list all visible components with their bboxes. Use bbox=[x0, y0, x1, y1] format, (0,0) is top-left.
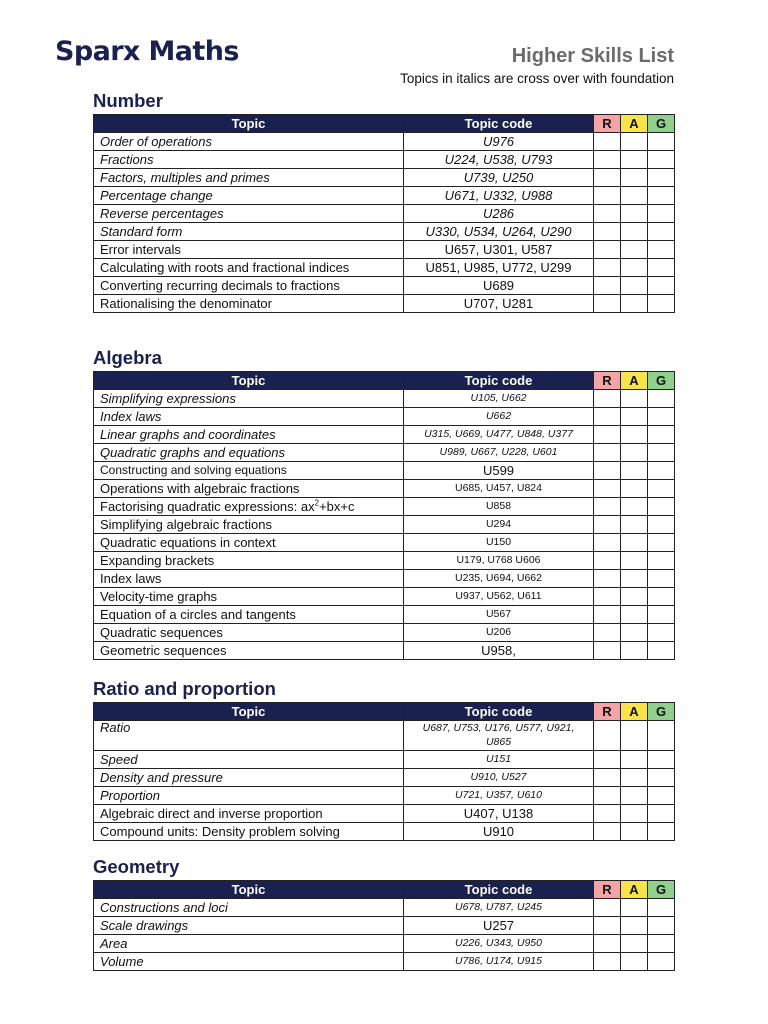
red-header: R bbox=[594, 881, 621, 899]
amber-checkbox-cell[interactable] bbox=[621, 899, 648, 917]
amber-checkbox-cell[interactable] bbox=[621, 721, 648, 751]
topic-code-cell: U858 bbox=[404, 498, 594, 516]
amber-checkbox-cell[interactable] bbox=[621, 408, 648, 426]
topic-code-cell: U958, bbox=[404, 642, 594, 660]
topic-code-cell: U707, U281 bbox=[404, 295, 594, 313]
topic-code-cell: U721, U357, U610 bbox=[404, 787, 594, 805]
topic-cell: Quadratic sequences bbox=[94, 624, 404, 642]
skills-table bbox=[93, 114, 675, 313]
amber-header: A bbox=[621, 115, 648, 133]
topic-cell: Calculating with roots and fractional indices bbox=[94, 259, 404, 277]
table-row bbox=[94, 169, 675, 187]
table-row bbox=[94, 769, 675, 787]
topic-code-cell: U286 bbox=[404, 205, 594, 223]
red-header: R bbox=[594, 115, 621, 133]
amber-checkbox-cell[interactable] bbox=[621, 751, 648, 769]
topic-code-cell: U657, U301, U587 bbox=[404, 241, 594, 259]
topic-cell: Ratio bbox=[94, 721, 404, 751]
topic-code-cell: U786, U174, U915 bbox=[404, 953, 594, 971]
section-title: Algebra bbox=[93, 347, 162, 368]
amber-checkbox-cell[interactable] bbox=[621, 205, 648, 223]
amber-checkbox-cell[interactable] bbox=[621, 259, 648, 277]
table-row bbox=[94, 823, 675, 841]
green-header: G bbox=[648, 881, 675, 899]
green-checkbox-cell[interactable] bbox=[648, 169, 675, 187]
topic-cell: Proportion bbox=[94, 787, 404, 805]
green-checkbox-cell[interactable] bbox=[648, 295, 675, 313]
green-checkbox-cell[interactable] bbox=[648, 408, 675, 426]
topic-cell: Area bbox=[94, 935, 404, 953]
green-checkbox-cell[interactable] bbox=[648, 133, 675, 151]
topic-code-header: Topic code bbox=[404, 115, 594, 133]
amber-checkbox-cell[interactable] bbox=[621, 223, 648, 241]
topic-cell: Geometric sequences bbox=[94, 642, 404, 660]
red-checkbox-cell[interactable] bbox=[594, 935, 621, 953]
amber-checkbox-cell[interactable] bbox=[621, 823, 648, 841]
topic-cell: Expanding brackets bbox=[94, 552, 404, 570]
amber-checkbox-cell[interactable] bbox=[621, 606, 648, 624]
topic-cell: Quadratic graphs and equations bbox=[94, 444, 404, 462]
topic-code-header: Topic code bbox=[404, 881, 594, 899]
topic-cell: Volume bbox=[94, 953, 404, 971]
green-checkbox-cell[interactable] bbox=[648, 642, 675, 660]
green-checkbox-cell[interactable] bbox=[648, 498, 675, 516]
green-checkbox-cell[interactable] bbox=[648, 570, 675, 588]
skills-table bbox=[93, 702, 675, 841]
amber-checkbox-cell[interactable] bbox=[621, 444, 648, 462]
red-checkbox-cell[interactable] bbox=[594, 721, 621, 751]
section-title: Ratio and proportion bbox=[93, 678, 276, 699]
green-checkbox-cell[interactable] bbox=[648, 241, 675, 259]
topic-code-cell: U179, U768 U606 bbox=[404, 552, 594, 570]
green-header: G bbox=[648, 115, 675, 133]
topic-code-line-1: U687, U753, U176, U577, U921, bbox=[422, 722, 575, 734]
section-title: Geometry bbox=[93, 856, 180, 877]
amber-checkbox-cell[interactable] bbox=[621, 151, 648, 169]
amber-checkbox-cell[interactable] bbox=[621, 133, 648, 151]
green-checkbox-cell[interactable] bbox=[648, 917, 675, 935]
table-row bbox=[94, 408, 675, 426]
table-row bbox=[94, 606, 675, 624]
topic-code-cell: U678, U787, U245 bbox=[404, 899, 594, 917]
amber-checkbox-cell[interactable] bbox=[621, 917, 648, 935]
table-row bbox=[94, 787, 675, 805]
topic-code-cell: U910, U527 bbox=[404, 769, 594, 787]
amber-checkbox-cell[interactable] bbox=[621, 935, 648, 953]
table-row bbox=[94, 624, 675, 642]
green-checkbox-cell[interactable] bbox=[648, 721, 675, 751]
red-checkbox-cell[interactable] bbox=[594, 133, 621, 151]
red-checkbox-cell[interactable] bbox=[594, 570, 621, 588]
green-checkbox-cell[interactable] bbox=[648, 187, 675, 205]
superscript: 2 bbox=[314, 498, 320, 508]
topic-code-line-2: U865 bbox=[485, 736, 512, 748]
red-checkbox-cell[interactable] bbox=[594, 462, 621, 480]
topic-code-cell: U976 bbox=[404, 133, 594, 151]
green-checkbox-cell[interactable] bbox=[648, 606, 675, 624]
table-row bbox=[94, 935, 675, 953]
red-checkbox-cell[interactable] bbox=[594, 223, 621, 241]
topic-code-cell: U105, U662 bbox=[404, 390, 594, 408]
red-checkbox-cell[interactable] bbox=[594, 552, 621, 570]
topic-cell bbox=[94, 498, 404, 516]
table-row bbox=[94, 642, 675, 660]
amber-checkbox-cell[interactable] bbox=[621, 953, 648, 971]
red-checkbox-cell[interactable] bbox=[594, 151, 621, 169]
topic-cell: Percentage change bbox=[94, 187, 404, 205]
table-row bbox=[94, 205, 675, 223]
green-checkbox-cell[interactable] bbox=[648, 151, 675, 169]
green-checkbox-cell[interactable] bbox=[648, 935, 675, 953]
topic-text-tail: +bx+c bbox=[319, 499, 355, 514]
red-checkbox-cell[interactable] bbox=[594, 769, 621, 787]
red-checkbox-cell[interactable] bbox=[594, 751, 621, 769]
topic-cell: Compound units: Density problem solving bbox=[94, 823, 404, 841]
red-checkbox-cell[interactable] bbox=[594, 823, 621, 841]
green-checkbox-cell[interactable] bbox=[648, 462, 675, 480]
topic-code-cell: U235, U694, U662 bbox=[404, 570, 594, 588]
topic-cell: Simplifying expressions bbox=[94, 390, 404, 408]
red-checkbox-cell[interactable] bbox=[594, 624, 621, 642]
topic-cell: Rationalising the denominator bbox=[94, 295, 404, 313]
amber-checkbox-cell[interactable] bbox=[621, 516, 648, 534]
topic-code-cell: U739, U250 bbox=[404, 169, 594, 187]
topic-cell: Algebraic direct and inverse proportion bbox=[94, 805, 404, 823]
topic-cell: Density and pressure bbox=[94, 769, 404, 787]
table-row bbox=[94, 295, 675, 313]
topic-header: Topic bbox=[94, 372, 404, 390]
table-row bbox=[94, 151, 675, 169]
red-checkbox-cell[interactable] bbox=[594, 606, 621, 624]
red-checkbox-cell[interactable] bbox=[594, 805, 621, 823]
green-checkbox-cell[interactable] bbox=[648, 259, 675, 277]
green-checkbox-cell[interactable] bbox=[648, 516, 675, 534]
topic-code-cell: U685, U457, U824 bbox=[404, 480, 594, 498]
amber-checkbox-cell[interactable] bbox=[621, 570, 648, 588]
skills-table bbox=[93, 880, 675, 971]
page-title: Higher Skills List bbox=[511, 45, 674, 67]
topic-code-cell: U151 bbox=[404, 751, 594, 769]
topic-cell: Equation of a circles and tangents bbox=[94, 606, 404, 624]
page-subtitle: Topics in italics are cross over with foundation bbox=[400, 71, 674, 86]
table-header-row bbox=[94, 703, 675, 721]
green-checkbox-cell[interactable] bbox=[648, 787, 675, 805]
table-row bbox=[94, 899, 675, 917]
amber-header: A bbox=[621, 372, 648, 390]
red-checkbox-cell[interactable] bbox=[594, 516, 621, 534]
green-checkbox-cell[interactable] bbox=[648, 552, 675, 570]
table-row bbox=[94, 259, 675, 277]
red-checkbox-cell[interactable] bbox=[594, 295, 621, 313]
topic-cell: Simplifying algebraic fractions bbox=[94, 516, 404, 534]
sparx-maths-logo: Sparx Maths bbox=[55, 36, 239, 67]
table-row bbox=[94, 721, 675, 751]
amber-checkbox-cell[interactable] bbox=[621, 642, 648, 660]
red-checkbox-cell[interactable] bbox=[594, 277, 621, 295]
topic-code-cell: U671, U332, U988 bbox=[404, 187, 594, 205]
table-row bbox=[94, 534, 675, 552]
green-checkbox-cell[interactable] bbox=[648, 205, 675, 223]
amber-checkbox-cell[interactable] bbox=[621, 187, 648, 205]
red-checkbox-cell[interactable] bbox=[594, 642, 621, 660]
topic-code-cell: U206 bbox=[404, 624, 594, 642]
topic-code-cell: U662 bbox=[404, 408, 594, 426]
topic-cell: Quadratic equations in context bbox=[94, 534, 404, 552]
topic-code-header: Topic code bbox=[404, 703, 594, 721]
topic-code-cell: U257 bbox=[404, 917, 594, 935]
skills-table bbox=[93, 371, 675, 660]
amber-header: A bbox=[621, 703, 648, 721]
table-header-row bbox=[94, 881, 675, 899]
red-checkbox-cell[interactable] bbox=[594, 588, 621, 606]
amber-header: A bbox=[621, 881, 648, 899]
amber-checkbox-cell[interactable] bbox=[621, 588, 648, 606]
topic-code-cell: U224, U538, U793 bbox=[404, 151, 594, 169]
section-number bbox=[93, 90, 674, 313]
topic-code-cell: U989, U667, U228, U601 bbox=[404, 444, 594, 462]
amber-checkbox-cell[interactable] bbox=[621, 462, 648, 480]
topic-code-cell: U407, U138 bbox=[404, 805, 594, 823]
green-checkbox-cell[interactable] bbox=[648, 444, 675, 462]
topic-header: Topic bbox=[94, 115, 404, 133]
topic-cell: Factors, multiples and primes bbox=[94, 169, 404, 187]
green-checkbox-cell[interactable] bbox=[648, 805, 675, 823]
red-header: R bbox=[594, 372, 621, 390]
amber-checkbox-cell[interactable] bbox=[621, 241, 648, 259]
topic-code-cell: U567 bbox=[404, 606, 594, 624]
topic-code-cell: U851, U985, U772, U299 bbox=[404, 259, 594, 277]
topic-cell: Speed bbox=[94, 751, 404, 769]
section-ratio-and-proportion bbox=[93, 678, 674, 841]
amber-checkbox-cell[interactable] bbox=[621, 295, 648, 313]
topic-cell: Error intervals bbox=[94, 241, 404, 259]
topic-cell: Velocity-time graphs bbox=[94, 588, 404, 606]
red-checkbox-cell[interactable] bbox=[594, 498, 621, 516]
topic-cell: Fractions bbox=[94, 151, 404, 169]
topic-cell: Linear graphs and coordinates bbox=[94, 426, 404, 444]
topic-code-cell: U599 bbox=[404, 462, 594, 480]
topic-code-cell: U150 bbox=[404, 534, 594, 552]
topic-cell: Constructing and solving equations bbox=[94, 462, 404, 480]
topic-cell: Scale drawings bbox=[94, 917, 404, 935]
topic-cell: Index laws bbox=[94, 570, 404, 588]
topic-cell: Reverse percentages bbox=[94, 205, 404, 223]
red-checkbox-cell[interactable] bbox=[594, 534, 621, 552]
table-row bbox=[94, 480, 675, 498]
table-row bbox=[94, 552, 675, 570]
red-checkbox-cell[interactable] bbox=[594, 426, 621, 444]
red-checkbox-cell[interactable] bbox=[594, 917, 621, 935]
table-row bbox=[94, 187, 675, 205]
topic-cell: Index laws bbox=[94, 408, 404, 426]
topic-code-cell: U294 bbox=[404, 516, 594, 534]
green-checkbox-cell[interactable] bbox=[648, 953, 675, 971]
amber-checkbox-cell[interactable] bbox=[621, 805, 648, 823]
topic-code-cell: U910 bbox=[404, 823, 594, 841]
table-header-row bbox=[94, 372, 675, 390]
section-title: Number bbox=[93, 90, 163, 111]
green-checkbox-cell[interactable] bbox=[648, 899, 675, 917]
table-header-row bbox=[94, 115, 675, 133]
red-checkbox-cell[interactable] bbox=[594, 205, 621, 223]
amber-checkbox-cell[interactable] bbox=[621, 169, 648, 187]
amber-checkbox-cell[interactable] bbox=[621, 426, 648, 444]
table-row bbox=[94, 133, 675, 151]
table-row bbox=[94, 570, 675, 588]
topic-cell: Constructions and loci bbox=[94, 899, 404, 917]
table-row bbox=[94, 516, 675, 534]
topic-code-cell bbox=[404, 721, 594, 751]
table-row bbox=[94, 277, 675, 295]
red-header: R bbox=[594, 703, 621, 721]
amber-checkbox-cell[interactable] bbox=[621, 624, 648, 642]
table-row bbox=[94, 462, 675, 480]
topic-code-cell: U226, U343, U950 bbox=[404, 935, 594, 953]
green-checkbox-cell[interactable] bbox=[648, 426, 675, 444]
table-row bbox=[94, 588, 675, 606]
red-checkbox-cell[interactable] bbox=[594, 259, 621, 277]
topic-cell: Standard form bbox=[94, 223, 404, 241]
topic-code-cell: U689 bbox=[404, 277, 594, 295]
red-checkbox-cell[interactable] bbox=[594, 241, 621, 259]
topic-code-cell: U330, U534, U264, U290 bbox=[404, 223, 594, 241]
amber-checkbox-cell[interactable] bbox=[621, 480, 648, 498]
topic-code-cell: U315, U669, U477, U848, U377 bbox=[404, 426, 594, 444]
amber-checkbox-cell[interactable] bbox=[621, 390, 648, 408]
red-checkbox-cell[interactable] bbox=[594, 899, 621, 917]
topic-header: Topic bbox=[94, 881, 404, 899]
table-row bbox=[94, 805, 675, 823]
green-checkbox-cell[interactable] bbox=[648, 390, 675, 408]
green-checkbox-cell[interactable] bbox=[648, 769, 675, 787]
table-row bbox=[94, 917, 675, 935]
green-checkbox-cell[interactable] bbox=[648, 534, 675, 552]
amber-checkbox-cell[interactable] bbox=[621, 552, 648, 570]
table-row bbox=[94, 390, 675, 408]
red-checkbox-cell[interactable] bbox=[594, 480, 621, 498]
topic-header: Topic bbox=[94, 703, 404, 721]
amber-checkbox-cell[interactable] bbox=[621, 498, 648, 516]
topic-cell: Converting recurring decimals to fractions bbox=[94, 277, 404, 295]
table-row bbox=[94, 953, 675, 971]
green-header: G bbox=[648, 372, 675, 390]
amber-checkbox-cell[interactable] bbox=[621, 769, 648, 787]
green-header: G bbox=[648, 703, 675, 721]
topic-cell: Operations with algebraic fractions bbox=[94, 480, 404, 498]
amber-checkbox-cell[interactable] bbox=[621, 277, 648, 295]
section-geometry bbox=[93, 856, 674, 971]
topic-code-header: Topic code bbox=[404, 372, 594, 390]
table-row bbox=[94, 444, 675, 462]
red-checkbox-cell[interactable] bbox=[594, 953, 621, 971]
table-row bbox=[94, 241, 675, 259]
amber-checkbox-cell[interactable] bbox=[621, 787, 648, 805]
amber-checkbox-cell[interactable] bbox=[621, 534, 648, 552]
red-checkbox-cell[interactable] bbox=[594, 169, 621, 187]
section-algebra bbox=[93, 347, 674, 660]
green-checkbox-cell[interactable] bbox=[648, 624, 675, 642]
green-checkbox-cell[interactable] bbox=[648, 480, 675, 498]
green-checkbox-cell[interactable] bbox=[648, 823, 675, 841]
green-checkbox-cell[interactable] bbox=[648, 223, 675, 241]
table-row bbox=[94, 426, 675, 444]
topic-text: Factorising quadratic expressions: ax bbox=[100, 499, 315, 514]
table-row bbox=[94, 498, 675, 516]
topic-cell: Order of operations bbox=[94, 133, 404, 151]
table-row bbox=[94, 223, 675, 241]
green-checkbox-cell[interactable] bbox=[648, 751, 675, 769]
red-checkbox-cell[interactable] bbox=[594, 408, 621, 426]
topic-code-cell: U937, U562, U611 bbox=[404, 588, 594, 606]
red-checkbox-cell[interactable] bbox=[594, 187, 621, 205]
red-checkbox-cell[interactable] bbox=[594, 444, 621, 462]
red-checkbox-cell[interactable] bbox=[594, 787, 621, 805]
green-checkbox-cell[interactable] bbox=[648, 588, 675, 606]
green-checkbox-cell[interactable] bbox=[648, 277, 675, 295]
table-row bbox=[94, 751, 675, 769]
red-checkbox-cell[interactable] bbox=[594, 390, 621, 408]
